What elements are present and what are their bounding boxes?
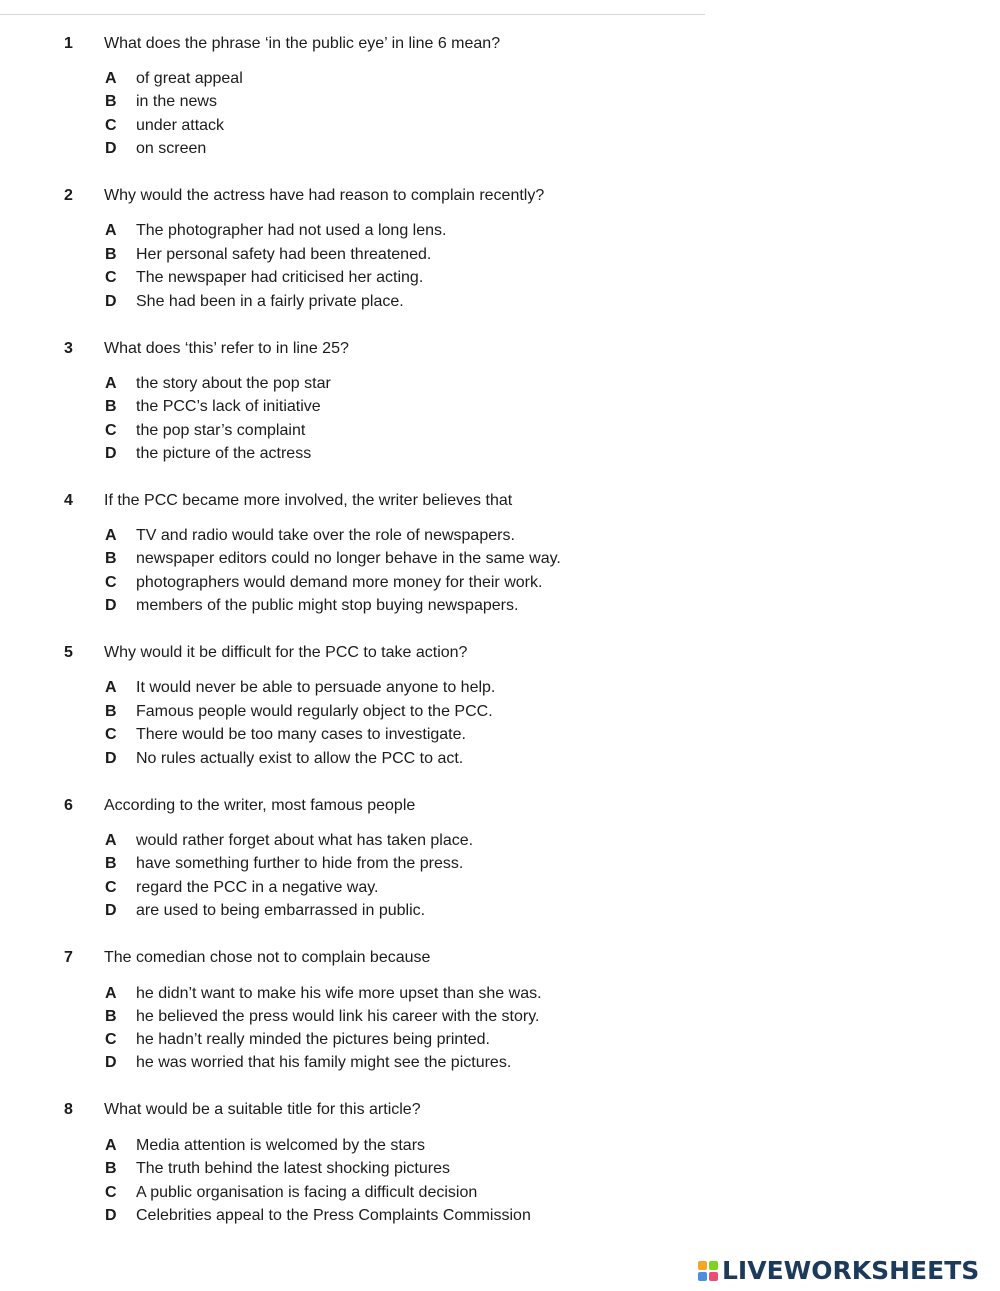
option-a[interactable] [0,373,1000,396]
option-a[interactable] [0,68,1000,91]
option-d[interactable] [0,748,1000,771]
option-letter: A [105,222,117,239]
option-letter: B [105,1160,117,1177]
question-text: If the PCC became more involved, the writer believes that [104,492,513,509]
option-c[interactable] [0,420,1000,443]
option-letter: D [105,445,117,462]
option-text: members of the public might stop buying newspapers. [136,597,519,614]
option-letter: A [105,679,117,696]
option-text: are used to being embarrassed in public. [136,902,426,919]
option-letter: D [105,293,117,310]
option-text: of great appeal [136,70,243,87]
option-text: Her personal safety had been threatened. [136,246,432,263]
question-number: 7 [64,949,73,966]
option-text: the pop star’s complaint [136,422,306,439]
option-d[interactable] [0,138,1000,161]
question-text: Why would it be difficult for the PCC to take action? [104,644,468,661]
option-letter: D [105,140,117,157]
option-c[interactable] [0,572,1000,595]
option-a[interactable] [0,525,1000,548]
option-text: The newspaper had criticised her acting. [136,269,424,286]
option-text: in the news [136,93,217,110]
option-letter: C [105,269,117,286]
option-text: the story about the pop star [136,375,331,392]
option-b[interactable] [0,1006,1000,1029]
option-letter: A [105,985,117,1002]
option-text: Celebrities appeal to the Press Complaints Commission [136,1207,531,1224]
question-text: What would be a suitable title for this article? [104,1101,421,1118]
option-a[interactable] [0,1135,1000,1158]
option-c[interactable] [0,1182,1000,1205]
option-text: he was worried that his family might see the pictures. [136,1054,512,1071]
option-b[interactable] [0,396,1000,419]
option-a[interactable] [0,830,1000,853]
option-letter: B [105,550,117,567]
option-letter: C [105,422,117,439]
option-letter: B [105,1008,117,1025]
option-b[interactable] [0,1158,1000,1181]
option-text: newspaper editors could no longer behave in the same way. [136,550,561,567]
option-d[interactable] [0,595,1000,618]
option-letter: D [105,597,117,614]
question-number: 2 [64,187,73,204]
option-text: have something further to hide from the press. [136,855,464,872]
option-letter: C [105,726,117,743]
option-text: The truth behind the latest shocking pictures [136,1160,450,1177]
option-letter: B [105,855,117,872]
option-c[interactable] [0,724,1000,747]
option-d[interactable] [0,1205,1000,1228]
top-divider [0,14,705,15]
option-c[interactable] [0,1029,1000,1052]
logo-grid-icon [698,1261,718,1281]
option-c[interactable] [0,267,1000,290]
question-text: Why would the actress have had reason to complain recently? [104,187,545,204]
option-letter: D [105,1207,117,1224]
option-letter: C [105,117,117,134]
option-letter: B [105,246,117,263]
option-d[interactable] [0,291,1000,314]
option-d[interactable] [0,900,1000,923]
option-text: A public organisation is facing a difficult decision [136,1184,478,1201]
brand-name: LIVEWORKSHEETS [722,1256,980,1285]
option-letter: B [105,703,117,720]
option-d[interactable] [0,443,1000,466]
option-text: She had been in a fairly private place. [136,293,404,310]
option-b[interactable] [0,548,1000,571]
option-text: he believed the press would link his career with the story. [136,1008,540,1025]
option-text: under attack [136,117,225,134]
option-text: he hadn’t really minded the pictures being printed. [136,1031,490,1048]
option-text: he didn’t want to make his wife more upset than she was. [136,985,542,1002]
option-b[interactable] [0,91,1000,114]
option-text: the PCC’s lack of initiative [136,398,321,415]
option-letter: A [105,375,117,392]
option-text: TV and radio would take over the role of newspapers. [136,527,515,544]
option-d[interactable] [0,1052,1000,1075]
option-letter: A [105,70,117,87]
question-text: What does the phrase ‘in the public eye’ in line 6 mean? [104,35,501,52]
option-text: Famous people would regularly object to the PCC. [136,703,493,720]
option-text: It would never be able to persuade anyone to help. [136,679,496,696]
liveworksheets-logo[interactable] [698,1256,979,1286]
question-text: According to the writer, most famous people [104,797,416,814]
question-text: The comedian chose not to complain because [104,949,431,966]
option-text: would rather forget about what has taken place. [136,832,474,849]
option-letter: A [105,527,117,544]
option-b[interactable] [0,244,1000,267]
option-text: photographers would demand more money for their work. [136,574,543,591]
question-number: 6 [64,797,73,814]
option-b[interactable] [0,853,1000,876]
question-number: 8 [64,1101,73,1118]
logo-square-icon [709,1272,718,1281]
option-text: No rules actually exist to allow the PCC to act. [136,750,464,767]
question-number: 4 [64,492,73,509]
option-a[interactable] [0,677,1000,700]
logo-square-icon [698,1261,707,1270]
option-letter: B [105,398,117,415]
option-c[interactable] [0,877,1000,900]
option-letter: A [105,832,117,849]
option-letter: C [105,1031,117,1048]
question-number: 1 [64,35,73,52]
option-letter: D [105,1054,117,1071]
option-a[interactable] [0,983,1000,1006]
option-letter: D [105,902,117,919]
question-number: 5 [64,644,73,661]
question-number: 3 [64,340,73,357]
option-letter: D [105,750,117,767]
option-text: The photographer had not used a long lens. [136,222,447,239]
option-text: on screen [136,140,207,157]
option-letter: A [105,1137,117,1154]
option-letter: C [105,1184,117,1201]
option-text: regard the PCC in a negative way. [136,879,379,896]
option-text: the picture of the actress [136,445,312,462]
option-letter: C [105,574,117,591]
option-letter: B [105,93,117,110]
option-letter: C [105,879,117,896]
option-b[interactable] [0,701,1000,724]
option-c[interactable] [0,115,1000,138]
question-text: What does ‘this’ refer to in line 25? [104,340,349,357]
option-text: There would be too many cases to investigate. [136,726,466,743]
option-text: Media attention is welcomed by the stars [136,1137,426,1154]
logo-square-icon [698,1272,707,1281]
logo-square-icon [709,1261,718,1270]
option-a[interactable] [0,220,1000,243]
